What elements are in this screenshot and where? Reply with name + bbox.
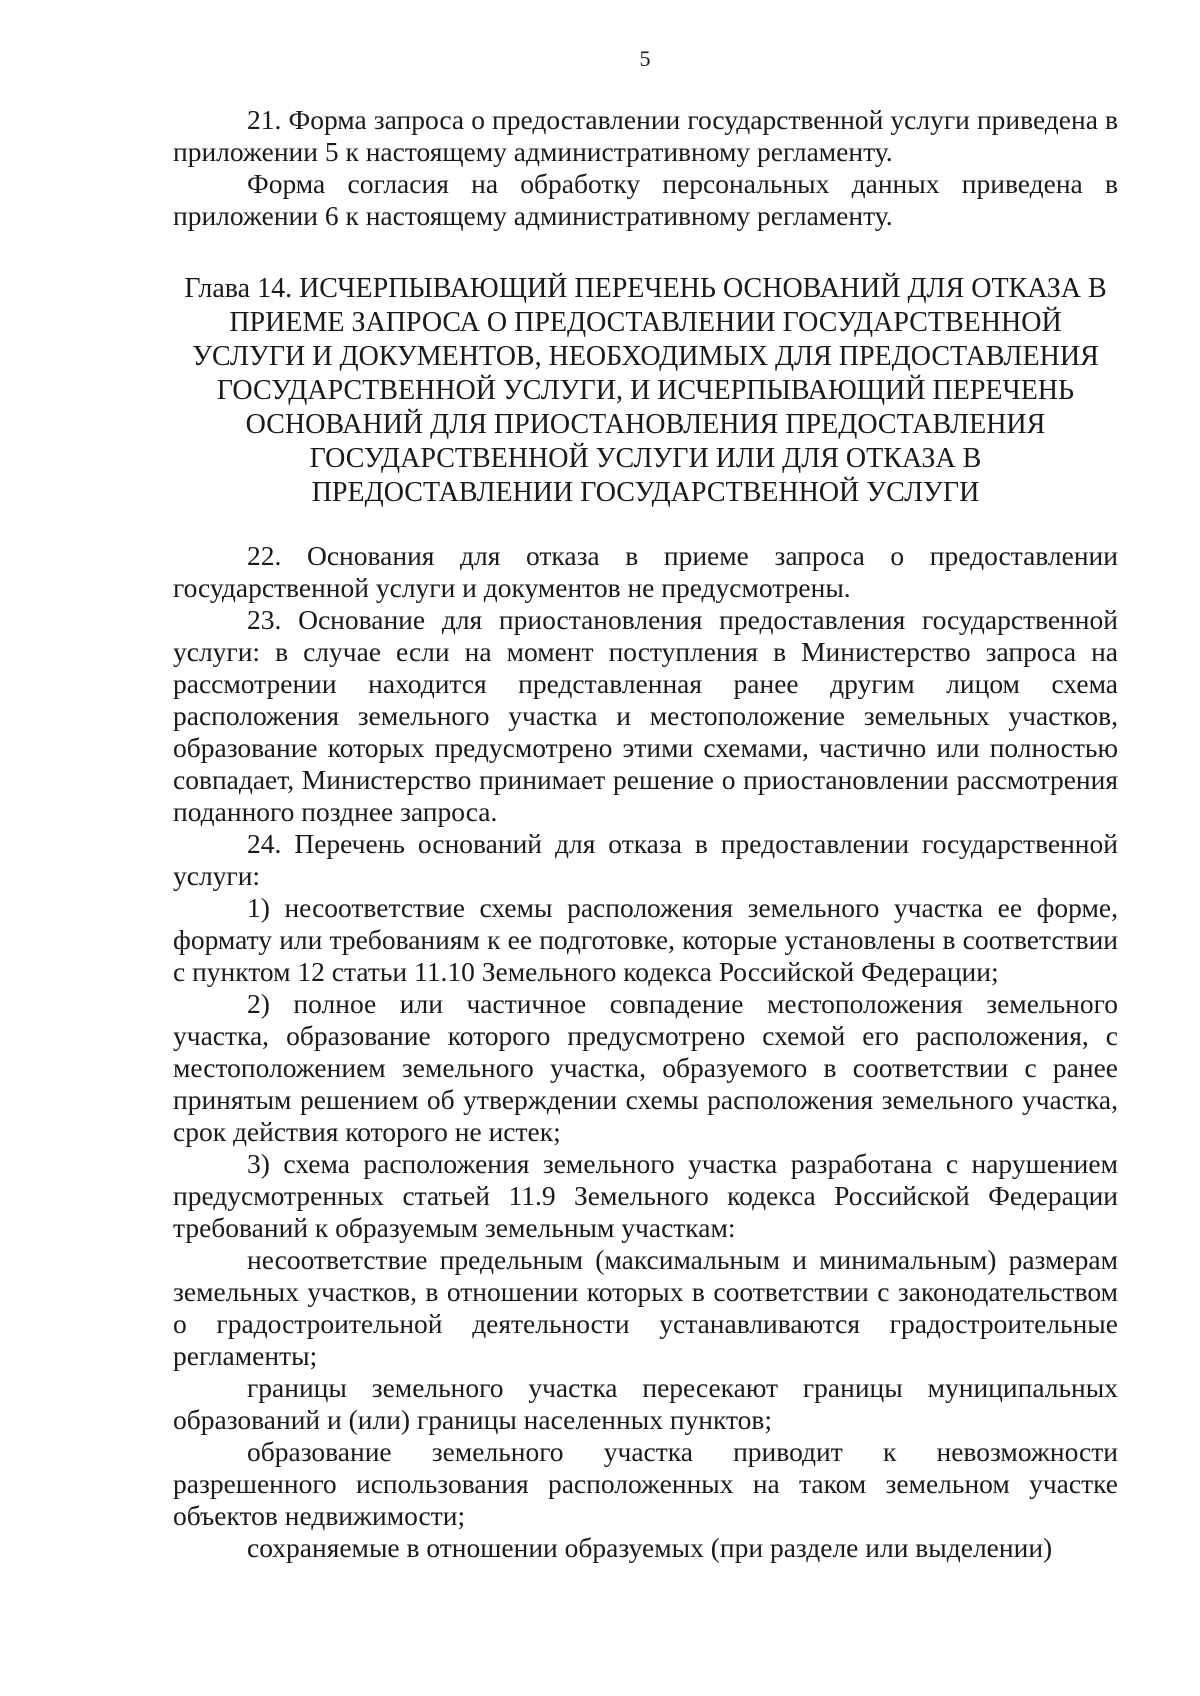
- sub-item-impossibility: образование земельного участка приводит к невозможности разрешенного использования расположенных на таком земельном участке объектов недвижимости;: [173, 1436, 1118, 1531]
- chapter-14-heading: [173, 272, 1118, 510]
- paragraph-21: 21. Форма запроса о предоставлении государственной услуги приведена в приложении 5 к настоящему административному регламенту.: [173, 104, 1118, 167]
- chapter-heading-line: ГОСУДАРСТВЕННОЙ УСЛУГИ ИЛИ ДЛЯ ОТКАЗА В: [309, 443, 982, 474]
- document-body: [173, 104, 1118, 1564]
- paragraph-22: 22. Основания для отказа в приеме запроса о предоставлении государственной услуги и документов не предусмотрены.: [173, 540, 1118, 603]
- paragraph-consent-form: Форма согласия на обработку персональных данных приведена в приложении 6 к настоящему административному регламенту.: [173, 168, 1118, 231]
- chapter-heading-line: ПРЕДОСТАВЛЕНИИ ГОСУДАРСТВЕННОЙ УСЛУГИ: [311, 477, 980, 508]
- sub-item-boundaries: границы земельного участка пересекают границы муниципальных образований и (или) границы населенных пунктов;: [173, 1372, 1118, 1435]
- chapter-heading-line: ПРИЕМЕ ЗАПРОСА О ПРЕДОСТАВЛЕНИИ ГОСУДАРСТВЕННОЙ: [229, 307, 1062, 338]
- paragraph-23: 23. Основание для приостановления предоставления государственной услуги: в случае если на момент поступления в Министерство запроса на рассмотрении находится представленная ранее другим лицом схема расположения земельного участка и местоположение земельных участков, образование которых предусмотрено этими схемами, частично или полностью совпадает, Министерство принимает решение о приостановлении рассмотрения поданного позднее запроса.: [173, 604, 1118, 827]
- sub-item-preserved: сохраняемые в отношении образуемых (при разделе или выделении): [247, 1532, 1053, 1563]
- list-item-3: 3) схема расположения земельного участка разработана с нарушением предусмотренных статьей 11.9 Земельного кодекса Российской Федерации требований к образуемым земельным участкам:: [173, 1148, 1118, 1243]
- page-number: 5: [639, 46, 651, 71]
- chapter-heading-line: ОСНОВАНИЙ ДЛЯ ПРИОСТАНОВЛЕНИЯ ПРЕДОСТАВЛЕНИЯ: [245, 409, 1046, 440]
- chapter-heading-line: Глава 14. ИСЧЕРПЫВАЮЩИЙ ПЕРЕЧЕНЬ ОСНОВАНИЙ ДЛЯ ОТКАЗА В: [184, 273, 1107, 304]
- chapter-heading-line: ГОСУДАРСТВЕННОЙ УСЛУГИ, И ИСЧЕРПЫВАЮЩИЙ ПЕРЕЧЕНЬ: [216, 375, 1075, 406]
- chapter-heading-line: УСЛУГИ И ДОКУМЕНТОВ, НЕОБХОДИМЫХ ДЛЯ ПРЕДОСТАВЛЕНИЯ: [192, 341, 1099, 372]
- list-item-1: 1) несоответствие схемы расположения земельного участка ее форме, формату или требованиям к ее подготовке, которые установлены в соответствии с пунктом 12 статьи 11.10 Земельного кодекса Российской Федерации;: [173, 892, 1118, 987]
- sub-item-size-mismatch: несоответствие предельным (максимальным и минимальным) размерам земельных участков, в отношении которых в соответствии с законодательством о градостроительной деятельности устанавливаются градостроительные регламенты;: [173, 1244, 1118, 1371]
- paragraph-24: 24. Перечень оснований для отказа в предоставлении государственной услуги:: [173, 828, 1118, 891]
- list-item-2: 2) полное или частичное совпадение местоположения земельного участка, образование которого предусмотрено схемой его расположения, с местоположением земельного участка, образуемого в соответствии с ранее принятым решением об утверждении схемы расположения земельного участка, срок действия которого не истек;: [173, 988, 1118, 1147]
